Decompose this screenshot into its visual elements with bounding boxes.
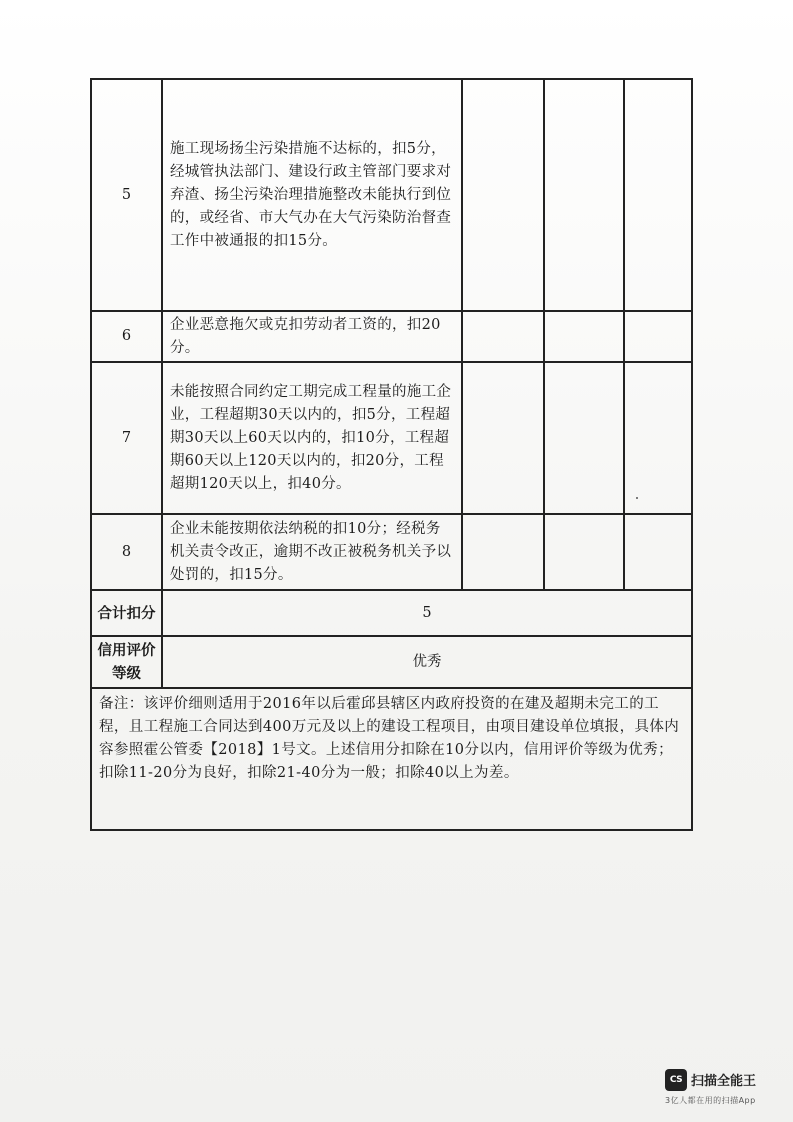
table-row <box>91 514 692 590</box>
remarks-row <box>91 688 692 830</box>
table-row <box>91 311 692 362</box>
row-description: 企业恶意拖欠或克扣劳动者工资的，扣20分。 <box>162 311 462 362</box>
table-row <box>91 79 692 311</box>
scan-speck <box>636 497 638 499</box>
row-description: 施工现场扬尘污染措施不达标的，扣5分，经城管执法部门、建设行政主管部门要求对弃渣、扬尘污染治理措施整改未能执行到位的，或经省、市大气办在大气污染防治督查工作中被通报的扣15分。 <box>162 79 462 311</box>
score-cell <box>624 311 692 362</box>
row-number: 6 <box>91 311 162 362</box>
score-cell <box>544 79 624 311</box>
credit-grade-value: 优秀 <box>162 636 692 688</box>
score-cell <box>544 311 624 362</box>
score-cell <box>624 514 692 590</box>
scanner-watermark <box>643 1064 783 1114</box>
score-cell <box>624 362 692 514</box>
score-cell <box>462 311 544 362</box>
credit-grade-label: 信用评价等级 <box>91 636 162 688</box>
watermark-slogan: 3亿人都在用的扫描App <box>665 1096 756 1105</box>
row-number: 7 <box>91 362 162 514</box>
total-deduction-row <box>91 590 692 636</box>
row-description: 企业未能按期依法纳税的扣10分；经税务机关责令改正，逾期不改正被税务机关予以处罚的，扣15分。 <box>162 514 462 590</box>
total-deduction-label: 合计扣分 <box>91 590 162 636</box>
table-row <box>91 362 692 514</box>
score-cell <box>544 514 624 590</box>
row-number: 5 <box>91 79 162 311</box>
score-cell <box>544 362 624 514</box>
credit-evaluation-table <box>90 78 693 831</box>
credit-grade-row <box>91 636 692 688</box>
camscanner-logo-icon: CS <box>665 1069 687 1091</box>
score-cell <box>462 514 544 590</box>
row-description: 未能按照合同约定工期完成工程量的施工企业，工程超期30天以内的，扣5分，工程超期30天以上60天以内的，扣10分，工程超期60天以上120天以内的，扣20分，工程超期120天以上，扣40分。 <box>162 362 462 514</box>
total-deduction-value: 5 <box>162 590 692 636</box>
score-cell <box>624 79 692 311</box>
watermark-app-name: 扫描全能王 <box>691 1074 757 1089</box>
score-cell <box>462 362 544 514</box>
score-cell <box>462 79 544 311</box>
remarks-text: 备注：该评价细则适用于2016年以后霍邱县辖区内政府投资的在建及超期未完工的工程，且工程施工合同达到400万元及以上的建设工程项目，由项目建设单位填报，具体内容参照霍公管委【2018】1号文。上述信用分扣除在10分以内，信用评价等级为优秀；扣除11-20分为良好，扣除21-40分为一般；扣除40以上为差。 <box>91 688 692 830</box>
row-number: 8 <box>91 514 162 590</box>
